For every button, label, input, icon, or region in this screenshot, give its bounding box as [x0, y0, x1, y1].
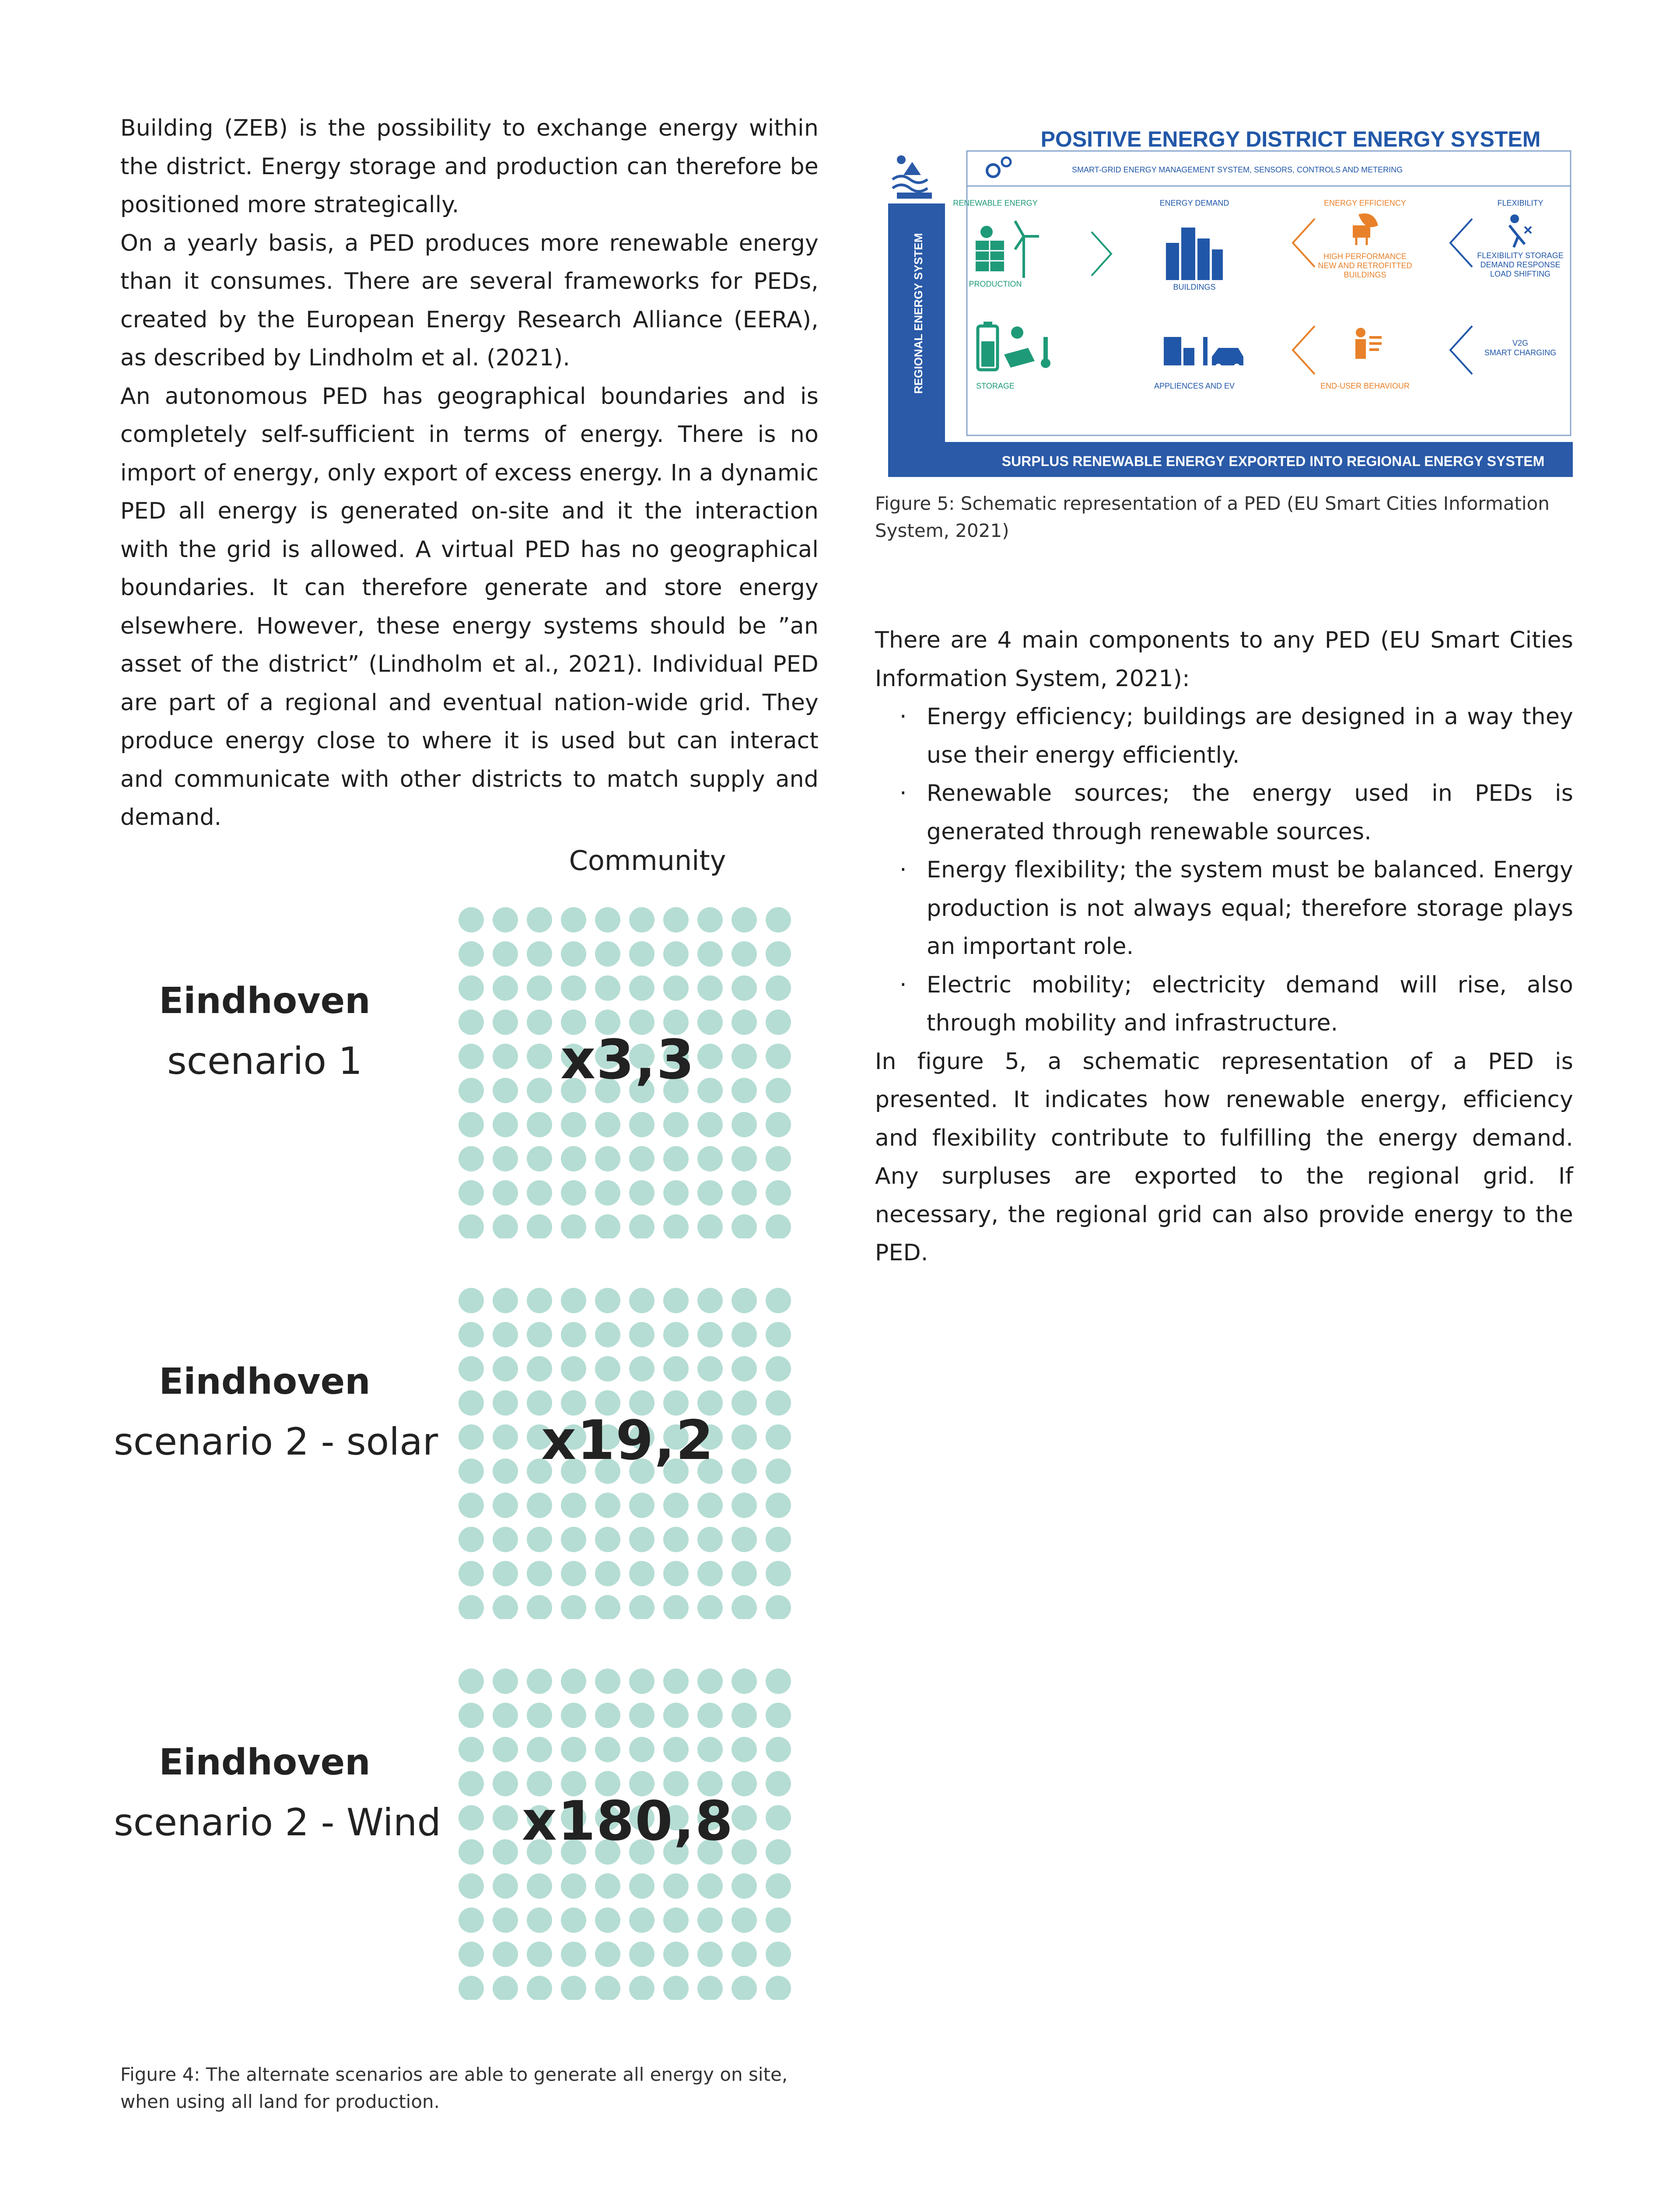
scenario-label	[114, 1361, 438, 1464]
community-dot	[629, 1737, 654, 1762]
label-production: PRODUCTION	[969, 280, 1022, 288]
community-dot	[663, 1595, 689, 1619]
community-dot	[697, 1356, 723, 1382]
community-dot	[527, 1112, 552, 1137]
community-dot	[766, 1703, 791, 1728]
community-dot	[458, 1595, 484, 1619]
community-dot	[561, 1493, 586, 1518]
paragraph: On a yearly basis, a PED produces more renewable energy than it consumes. There are several frameworks for PEDs, created by the European Energy Research Alliance (EERA), as described by Lindholm et al. (2021).	[120, 230, 819, 371]
side-label: REGIONAL ENERGY SYSTEM	[912, 233, 925, 394]
community-dot	[732, 941, 757, 967]
community-dot	[561, 941, 586, 967]
community-dot	[766, 1873, 791, 1899]
community-dot	[766, 975, 791, 1001]
community-dot	[663, 1907, 689, 1933]
community-dot	[595, 1976, 620, 2000]
community-dot	[595, 1942, 620, 1967]
community-dot	[663, 1561, 689, 1586]
scenario-block	[114, 893, 695, 1234]
community-dot	[629, 1976, 654, 2000]
community-dot	[458, 1669, 484, 1694]
community-dot	[766, 1493, 791, 1518]
paragraph: In figure 5, a schematic representation of a PED is presented. It indicates how renewable energy, efficiency and flexibility contribute to fulfilling the energy demand. Any surpluses are exported to the regional grid. If necessary, the regional grid can also provide energy to the PED.	[875, 1048, 1573, 1266]
community-dot	[766, 941, 791, 967]
community-dot	[527, 1737, 552, 1762]
community-dot	[458, 1527, 484, 1552]
community-header: Community	[569, 845, 726, 877]
end-user-icon	[1355, 328, 1382, 359]
figure-4	[114, 831, 822, 2112]
scenario-label	[114, 1742, 441, 1844]
community-dot	[458, 1493, 484, 1518]
community-dot	[595, 1703, 620, 1728]
community-dot	[561, 1527, 586, 1552]
community-dot	[561, 1907, 586, 1933]
community-dot	[766, 1561, 791, 1586]
community-dot	[663, 1976, 689, 2000]
component-list	[875, 698, 1573, 1043]
community-dot	[493, 1527, 518, 1552]
community-dot	[663, 1873, 689, 1899]
community-dot	[527, 1322, 552, 1347]
chevron-left-icon	[1293, 326, 1315, 374]
community-dot	[561, 1146, 586, 1171]
community-dot	[527, 1561, 552, 1586]
ped-diagram	[888, 127, 1573, 477]
community-dot	[663, 1288, 689, 1313]
storage-icon	[978, 322, 1050, 370]
community-dot	[595, 1288, 620, 1313]
community-dot	[595, 1356, 620, 1382]
community-dot	[766, 907, 791, 933]
figure-5	[888, 127, 1573, 477]
community-dot	[493, 1669, 518, 1694]
community-dot	[766, 1669, 791, 1694]
community-dot	[697, 1561, 723, 1586]
community-dot	[629, 1703, 654, 1728]
community-dot	[697, 1146, 723, 1171]
flexibility-icon	[1509, 214, 1531, 247]
community-dot	[458, 1907, 484, 1933]
community-dot	[663, 1737, 689, 1762]
community-dot	[493, 1322, 518, 1347]
scenario-multiplier: x19,2	[541, 1409, 714, 1472]
community-dot	[493, 1703, 518, 1728]
community-dot	[493, 1873, 518, 1899]
chevron-right-icon	[1092, 232, 1111, 276]
community-dot	[663, 907, 689, 933]
community-dot	[595, 975, 620, 1001]
community-dot	[732, 1527, 757, 1552]
community-dot	[493, 1942, 518, 1967]
community-dot	[458, 1214, 484, 1238]
community-dot	[493, 1561, 518, 1586]
chevron-left-icon	[1293, 219, 1315, 267]
scenario-city: Eindhoven	[159, 1361, 371, 1403]
community-dot	[732, 1737, 757, 1762]
community-dot	[766, 1322, 791, 1347]
list-item: · Energy efficiency; buildings are designed in a way they use their energy efficiently.	[927, 698, 1573, 775]
label-storage: STORAGE	[976, 382, 1015, 390]
community-dot	[663, 1703, 689, 1728]
solar-wind-icon	[976, 221, 1039, 278]
community-dot	[732, 1146, 757, 1171]
paragraph: There are 4 main components to any PED (EU Smart Cities Information System, 2021):	[875, 627, 1573, 692]
community-dot	[697, 907, 723, 933]
community-dot	[766, 1595, 791, 1619]
scenario-name: scenario 1	[167, 1039, 363, 1083]
community-dot	[766, 1976, 791, 2000]
list-item: · Electric mobility; electricity demand will rise, also through mobility and infrastructure.	[927, 966, 1573, 1043]
community-dot	[697, 1493, 723, 1518]
community-dot	[493, 1737, 518, 1762]
label-high-performance-3: BUILDINGS	[1344, 270, 1386, 279]
community-dot	[697, 1942, 723, 1967]
community-dot	[561, 1112, 586, 1137]
community-dot	[697, 1112, 723, 1137]
community-dot	[493, 907, 518, 933]
scenario-block	[114, 1654, 734, 1995]
community-dot	[732, 1112, 757, 1137]
community-dot	[697, 1180, 723, 1206]
community-dot	[595, 1146, 620, 1171]
community-dot	[629, 975, 654, 1001]
scenario-name: scenario 2 - solar	[114, 1420, 438, 1464]
community-dot	[561, 1873, 586, 1899]
community-dot	[493, 1356, 518, 1382]
community-dot	[629, 1942, 654, 1967]
list-item: · Renewable sources; the energy used in PEDs is generated through renewable sources.	[927, 775, 1573, 851]
scenario-label	[114, 980, 416, 1083]
community-dot	[663, 1669, 689, 1694]
community-dot	[732, 1180, 757, 1206]
community-dot	[458, 1976, 484, 2000]
community-dot	[663, 1214, 689, 1238]
community-dot	[697, 975, 723, 1001]
community-dot	[663, 1493, 689, 1518]
community-dot	[561, 1737, 586, 1762]
community-dot	[595, 941, 620, 967]
community-dot	[561, 907, 586, 933]
community-dot	[527, 1942, 552, 1967]
community-dot	[697, 1527, 723, 1552]
scenario-multiplier: x3,3	[560, 1028, 695, 1091]
community-dot	[561, 1976, 586, 2000]
community-dot	[561, 975, 586, 1001]
right-text-column	[875, 621, 1573, 1273]
label-flexibility-1: FLEXIBILITY STORAGE	[1477, 251, 1564, 260]
community-dot	[732, 975, 757, 1001]
community-dot	[527, 1703, 552, 1728]
community-dot	[595, 1493, 620, 1518]
community-dot	[663, 1146, 689, 1171]
community-dot	[629, 1322, 654, 1347]
label-v2g-2: SMART CHARGING	[1484, 348, 1557, 357]
community-dot	[629, 1595, 654, 1619]
bottom-label: SURPLUS RENEWABLE ENERGY EXPORTED INTO REGIONAL ENERGY SYSTEM	[1001, 453, 1545, 469]
community-dot	[493, 975, 518, 1001]
community-dot	[561, 1288, 586, 1313]
community-dot	[458, 1146, 484, 1171]
community-dot	[595, 1873, 620, 1899]
header-flexibility: FLEXIBILITY	[1497, 199, 1544, 207]
community-dot	[458, 1112, 484, 1137]
community-dot	[595, 907, 620, 933]
community-dot	[458, 941, 484, 967]
community-dot	[458, 1322, 484, 1347]
community-dot	[629, 1356, 654, 1382]
community-dot	[595, 1527, 620, 1552]
community-dot	[663, 1112, 689, 1137]
community-dot	[732, 1322, 757, 1347]
community-dot	[493, 1976, 518, 2000]
scenario-name: scenario 2 - Wind	[114, 1801, 441, 1844]
community-dot	[629, 1288, 654, 1313]
community-dot	[732, 1703, 757, 1728]
community-dot	[527, 1356, 552, 1382]
community-dot	[697, 1595, 723, 1619]
community-dot	[527, 907, 552, 933]
label-v2g-1: V2G	[1512, 339, 1529, 347]
inner-border	[967, 151, 1571, 435]
community-dot	[629, 1527, 654, 1552]
label-appliances: APPLIENCES AND EV	[1154, 382, 1235, 390]
community-dot	[561, 1942, 586, 1967]
community-dot	[527, 975, 552, 1001]
community-dot	[663, 1180, 689, 1206]
community-dot	[663, 1322, 689, 1347]
community-dot	[766, 1112, 791, 1137]
community-dot	[561, 1356, 586, 1382]
community-dot	[458, 1942, 484, 1967]
community-dot	[458, 1356, 484, 1382]
community-dot	[629, 1112, 654, 1137]
community-dot	[595, 1669, 620, 1694]
community-dot	[732, 1873, 757, 1899]
community-dot	[766, 1737, 791, 1762]
list-item: · Energy flexibility; the system must be balanced. Energy production is not always equal; therefore storage plays an important role.	[927, 851, 1573, 966]
community-dot	[697, 1288, 723, 1313]
label-high-performance-2: NEW AND RETROFITTED	[1318, 261, 1412, 270]
community-dot	[732, 1976, 757, 2000]
scenario-multiplier: x180,8	[522, 1790, 734, 1853]
community-dot	[527, 1527, 552, 1552]
community-dot	[697, 1214, 723, 1238]
header-efficiency: ENERGY EFFICIENCY	[1324, 199, 1406, 207]
community-dot	[561, 1214, 586, 1238]
community-dot	[629, 1907, 654, 1933]
community-dot	[595, 1214, 620, 1238]
community-dot	[732, 1356, 757, 1382]
community-dot	[629, 1146, 654, 1171]
community-dot	[697, 1976, 723, 2000]
community-dot	[766, 1356, 791, 1382]
community-dot	[458, 975, 484, 1001]
community-dot	[766, 1146, 791, 1171]
community-dot	[458, 1561, 484, 1586]
figure-5-caption: Figure 5: Schematic representation of a PED (EU Smart Cities Information System, 2021)	[875, 493, 1550, 541]
community-dot	[732, 1907, 757, 1933]
community-dot	[732, 1942, 757, 1967]
paragraph: An autonomous PED has geographical boundaries and is completely self-sufficient in terms of energy. There is no import of energy, only export of excess energy. In a dynamic PED all energy is generated on-site and it the interaction with the grid is allowed. A virtual PED has no geographical boundaries. It can therefore generate and store energy elsewhere. However, these energy systems should be ”an asset of the district” (Lindholm et al., 2021). Individual PED are part of a regional and eventual nation-wide grid. They produce energy close to where it is used but can interact and communicate with other districts to match supply and demand.	[120, 383, 819, 831]
community-dot	[458, 1180, 484, 1206]
figure-4-caption: Figure 4: The alternate scenarios are able to generate all energy on site, when using all land for production.	[120, 2064, 788, 2112]
community-dot	[663, 1942, 689, 1967]
community-dot	[766, 1180, 791, 1206]
community-dot	[595, 1907, 620, 1933]
community-dot	[697, 1703, 723, 1728]
community-dot	[527, 1595, 552, 1619]
community-dot	[766, 1214, 791, 1238]
community-dot	[766, 1527, 791, 1552]
community-dot	[527, 941, 552, 967]
community-dot	[527, 1146, 552, 1171]
chevron-left-icon	[1450, 326, 1472, 374]
community-dot	[766, 1907, 791, 1933]
community-dot	[493, 941, 518, 967]
appliances-ev-icon	[1164, 337, 1243, 370]
community-dot	[663, 941, 689, 967]
community-dot	[663, 1527, 689, 1552]
community-dot	[595, 1180, 620, 1206]
community-dot	[697, 941, 723, 967]
community-dot	[561, 1180, 586, 1206]
community-dot	[629, 941, 654, 967]
community-dot	[697, 1737, 723, 1762]
community-dot	[629, 1561, 654, 1586]
plug-leaf-icon	[1353, 214, 1378, 245]
scenario-city: Eindhoven	[159, 1742, 371, 1783]
community-dot	[458, 907, 484, 933]
community-dot	[561, 1595, 586, 1619]
diagram-title: POSITIVE ENERGY DISTRICT ENERGY SYSTEM	[1040, 127, 1541, 151]
community-dot	[458, 1737, 484, 1762]
community-dot	[732, 907, 757, 933]
scenario-block	[114, 1273, 714, 1615]
community-dot	[732, 1669, 757, 1694]
community-dot	[697, 1907, 723, 1933]
community-dot	[561, 1703, 586, 1728]
community-dot	[493, 1595, 518, 1619]
community-dot	[663, 1356, 689, 1382]
community-dot	[458, 1873, 484, 1899]
community-dot	[458, 1288, 484, 1313]
community-dot	[595, 1595, 620, 1619]
community-dot	[629, 1669, 654, 1694]
community-dot	[458, 1703, 484, 1728]
label-buildings: BUILDINGS	[1173, 283, 1216, 291]
community-dot	[595, 1561, 620, 1586]
label-end-user: END-USER BEHAVIOUR	[1320, 382, 1410, 390]
community-dot	[732, 1214, 757, 1238]
community-dot	[732, 1595, 757, 1619]
community-dot	[629, 907, 654, 933]
community-dot	[493, 1493, 518, 1518]
community-dot	[561, 1669, 586, 1694]
community-dot	[766, 1942, 791, 1967]
community-dot	[527, 1873, 552, 1899]
left-text-column	[120, 109, 819, 837]
community-dot	[697, 1669, 723, 1694]
community-dot	[732, 1561, 757, 1586]
community-dot	[629, 1493, 654, 1518]
paragraph: Building (ZEB) is the possibility to exchange energy within the district. Energy storage and production can therefore be positioned more strategically.	[120, 115, 819, 218]
community-dot	[732, 1493, 757, 1518]
community-dot	[493, 1146, 518, 1171]
community-dot	[527, 1669, 552, 1694]
header-demand: ENERGY DEMAND	[1159, 199, 1229, 207]
community-dot	[561, 1561, 586, 1586]
community-dot	[527, 1180, 552, 1206]
chevron-left-icon	[1450, 219, 1472, 267]
community-dot	[697, 1322, 723, 1347]
community-dot	[527, 1976, 552, 2000]
header-renewable: RENEWABLE ENERGY	[953, 199, 1038, 207]
community-dot	[595, 1322, 620, 1347]
community-dot	[493, 1214, 518, 1238]
smart-grid-label: SMART-GRID ENERGY MANAGEMENT SYSTEM, SENSORS, CONTROLS AND METERING	[1072, 165, 1403, 174]
community-dot	[766, 1288, 791, 1313]
buildings-icon	[1166, 228, 1223, 280]
gears-icon	[987, 158, 1011, 177]
community-dot	[527, 1907, 552, 1933]
community-dot	[595, 1737, 620, 1762]
community-dot	[527, 1214, 552, 1238]
scenario-city: Eindhoven	[159, 980, 371, 1022]
label-high-performance-1: HIGH PERFORMANCE	[1323, 252, 1407, 261]
community-dot	[595, 1112, 620, 1137]
community-dot	[493, 1288, 518, 1313]
community-dot	[561, 1322, 586, 1347]
community-dot	[493, 1180, 518, 1206]
community-dot	[527, 1493, 552, 1518]
label-flexibility-3: LOAD SHIFTING	[1490, 270, 1551, 278]
community-dot	[663, 975, 689, 1001]
community-dot	[732, 1288, 757, 1313]
community-dot	[697, 1873, 723, 1899]
community-dot	[629, 1214, 654, 1238]
community-dot	[629, 1180, 654, 1206]
community-dot	[493, 1907, 518, 1933]
community-dot	[629, 1873, 654, 1899]
community-dot	[527, 1288, 552, 1313]
community-dot	[493, 1112, 518, 1137]
label-flexibility-2: DEMAND RESPONSE	[1480, 260, 1561, 269]
